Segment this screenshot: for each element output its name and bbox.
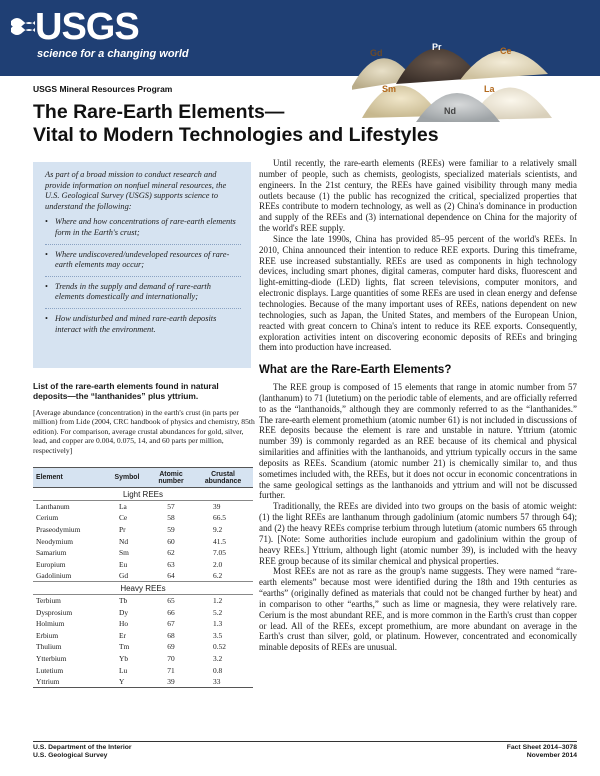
sidebar-intro: As part of a broad mission to conduct research and provide information on nonfuel mineral resources, the U.S. Geological Survey (USGS) supports science to understand the following: bbox=[45, 170, 227, 211]
sidebar-item: • Where undiscovered/undeveloped resources of rare-earth elements may occur; bbox=[45, 250, 241, 277]
footer-publication bbox=[507, 744, 577, 761]
table-row: Europium Eu 63 2.0 bbox=[36, 559, 223, 569]
title-line-2: Vital to Modern Technologies and Lifestyles bbox=[33, 124, 439, 146]
col-header-atomic: Atomic number bbox=[149, 468, 193, 488]
table-row: Praseodymium Pr 59 9.2 bbox=[36, 524, 223, 534]
col-header-element: Element bbox=[33, 468, 105, 488]
group-light-rees: Light REEs bbox=[33, 488, 253, 501]
sidebar-item: • Where and how concentrations of rare-earth elements form in the Earth's crust; bbox=[45, 217, 241, 244]
table-row: Holmium Ho 67 1.3 bbox=[36, 619, 223, 629]
label-la: La bbox=[484, 84, 495, 94]
table-row: Lutetium Lu 71 0.8 bbox=[36, 665, 223, 675]
table-row: Lanthanum La 57 39 bbox=[36, 502, 221, 512]
body-paragraph: Most REEs are not as rare as the group's name suggests. They were named “rare-earth elements” because most were identified during the 18th and 19th centuries as “earths” (originally defined as materials that could not be changed further by heat) and in comparison to other “earths,” such as lime or magnesia, they were relatively rare. Cerium is the most abundant REE, and is more common in the Earth's crust than copper or lead. All of the REEs, except promethium, are more abundant on average in the Earth's crust than silver, gold, or platinum. However, concentrated and economically minable deposits of REEs are unusual. bbox=[259, 566, 577, 653]
table-note: [Average abundance (concentration) in the earth's crust (in parts per million) from Lide (2004, CRC handbook of physics and chemistry, 85th edition). For comparison, average crustal abundances for gold, silver, lead, and copper are 0.004, 0.075, 14, and 60 parts per million, respectively] bbox=[33, 408, 255, 455]
label-ce: Ce bbox=[500, 46, 512, 56]
label-sm: Sm bbox=[382, 84, 397, 94]
title-line-1: The Rare-Earth Elements— bbox=[33, 101, 285, 123]
logo-tagline: science for a changing world bbox=[37, 48, 189, 60]
table-row: Ytterbium Yb 70 3.2 bbox=[36, 653, 223, 663]
footer-rule bbox=[33, 741, 577, 742]
group-heavy-rees: Heavy REEs bbox=[33, 582, 253, 595]
body-paragraph: Since the late 1990s, China has provided 85–95 percent of the world's REEs. In 2010, China announced their intention to reduce REE exports. During this timeframe, REE use increased substantially. REEs are used as components in high technology devices, including smart phones, digital cameras, computer hard disks, fluorescent and light-emitting-diode (LED) lights, flat screen televisions, computer monitors, and electronic displays. Large quantities of some REEs are used in clean energy and defense technologies. Because of the many important uses of REEs, nations dependent on new technologies, such as Japan, the United States, and members of the European Union, reacted with great concern to China's intent to reduce its REE exports. Consequently, exploration activities intent on discovering economic deposits of REEs and bringing them into production have increased. bbox=[259, 233, 577, 353]
sidebar-item: • Trends in the supply and demand of rare-earth elements domestically and internationally; bbox=[45, 282, 241, 309]
table-row: Yttrium Y 39 33 bbox=[33, 676, 253, 688]
table-row: Thulium Tm 69 0.52 bbox=[36, 642, 226, 652]
table-row: Samarium Sm 62 7.05 bbox=[36, 548, 226, 558]
sidebar-list bbox=[45, 217, 241, 340]
col-header-abundance: Crustal abundance bbox=[193, 468, 253, 488]
page-title bbox=[33, 101, 453, 147]
footer-date: November 2014 bbox=[526, 752, 577, 760]
logo-wordmark: USGS bbox=[35, 6, 139, 48]
usgs-logo[interactable] bbox=[9, 6, 339, 69]
body-paragraph: Until recently, the rare-earth elements (REEs) were familiar to a relatively small number of people, such as chemists, geologists, specialized materials scientists, and engineers. In the 21st century, the REEs have gained visibility through many media outlets because (1) the public has recognized the critical, specialized properties that REEs contribute to modern technology, as well as (2) China's dominance in production and supply of the REEs and (3) international dependence on China for the majority of the world's REE supply. bbox=[259, 158, 577, 234]
footer-agency bbox=[33, 744, 132, 761]
program-name: USGS Mineral Resources Program bbox=[33, 84, 173, 94]
body-paragraph: Traditionally, the REEs are divided into two groups on the basis of atomic weight: (1) the light REEs are lanthanum through gadolinium (atomic numbers 57 through 64); and (2) the heavy REEs comprise terbium through lutetium (atomic numbers 65 through 71). [Note: Some authorities include europium and gadolinium within the group of heavy REEs.] Yttrium, although light (atomic number 39), is included with the heavy REE group because of its similar chemical and physical properties. bbox=[259, 501, 577, 566]
label-pr: Pr bbox=[432, 42, 442, 52]
col-header-symbol: Symbol bbox=[105, 468, 149, 488]
body-paragraph: The REE group is composed of 15 elements that range in atomic number from 57 (lanthanum) to 71 (lutetium) on the periodic table of elements, and are officially referred to as the “lanthanoids,” although they are commonly referred to as the “lanthanides.” The rare-earth element promethium (atomic number 61) is not included in discussions of REE deposits because the element is rare and unstable in nature. Yttrium (atomic number 39) is commonly regarded as an REE because of its chemical and physical similarities and affinities with the lanthanoids, and yttrium typically occurs in the same deposits as REEs. Scandium (atomic number 21) is chemically similar to, and thus sometimes included with, the REEs, but it does not occur in economic concentrations in the same geological settings as the lanthanoids and yttrium and will not be discussed further. bbox=[259, 382, 577, 501]
table-row: Gadolinium Gd 64 6.2 bbox=[36, 571, 223, 581]
sidebar-item: • How undisturbed and mined rare-earth deposits interact with the environment. bbox=[45, 314, 241, 340]
footer-survey: U.S. Geological Survey bbox=[33, 752, 108, 760]
table-row: Neodymium Nd 60 41.5 bbox=[36, 536, 226, 546]
body-column bbox=[259, 158, 577, 653]
usgs-wave-icon bbox=[9, 13, 35, 39]
footer-fact-sheet: Fact Sheet 2014–3078 bbox=[506, 744, 577, 751]
table-row: Cerium Ce 58 66.5 bbox=[36, 513, 226, 523]
footer-department: U.S. Department of the Interior bbox=[33, 744, 132, 751]
table-row: Erbium Er 68 3.5 bbox=[36, 630, 223, 640]
section-heading: What are the Rare-Earth Elements? bbox=[259, 364, 452, 377]
ree-table bbox=[33, 467, 253, 688]
table-title: List of the rare-earth elements found in natural deposits—the “lanthanides” plus yttrium. bbox=[33, 381, 219, 402]
mission-sidebar bbox=[33, 162, 251, 368]
table-row: Dysprosium Dy 66 5.2 bbox=[36, 607, 223, 617]
label-gd: Gd bbox=[370, 48, 383, 58]
label-nd: Nd bbox=[444, 106, 456, 116]
table-row: Terbium Tb 65 1.2 bbox=[36, 596, 223, 606]
